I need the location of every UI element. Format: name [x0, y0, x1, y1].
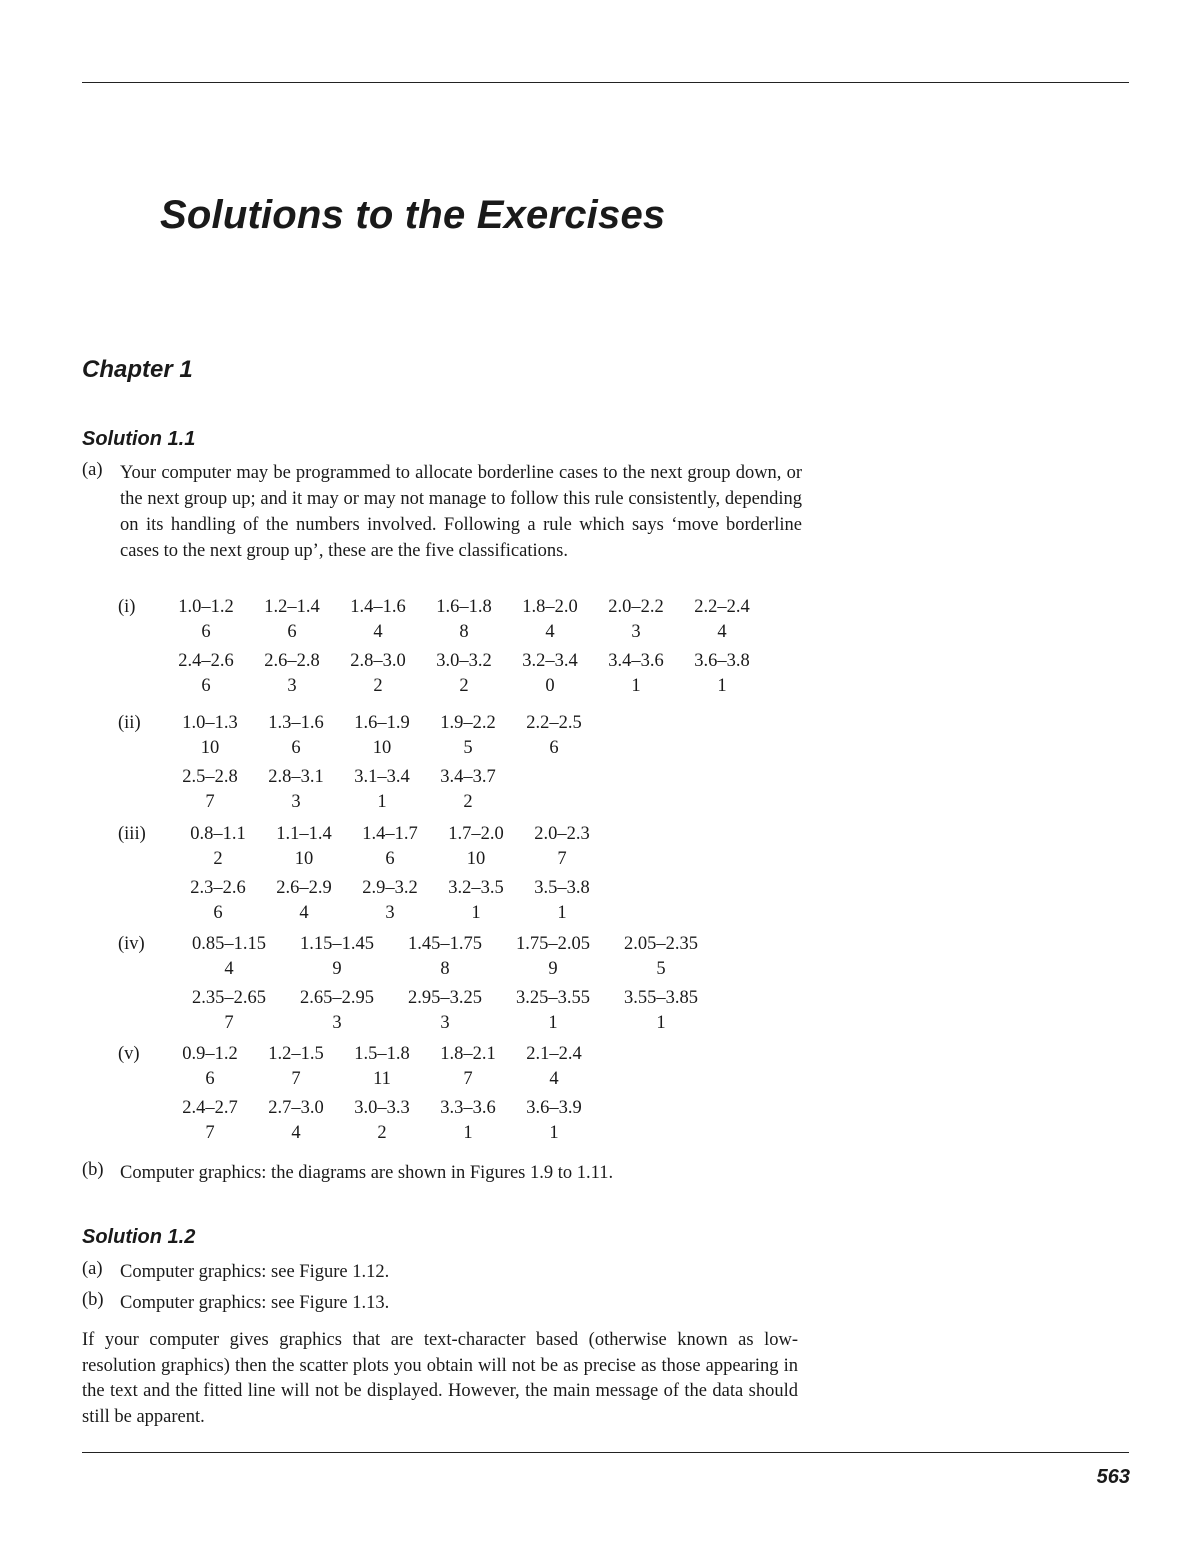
class-count: 6 — [287, 622, 297, 642]
class-count: 6 — [205, 1069, 215, 1089]
class-count: 10 — [466, 849, 486, 869]
class-range: 1.7–2.0 — [448, 824, 504, 844]
class-range: 3.2–3.4 — [522, 651, 578, 671]
class-count: 8 — [459, 622, 469, 642]
class-range: 1.2–1.4 — [264, 597, 320, 617]
classification-label: (i) — [118, 597, 136, 617]
classification-label: (ii) — [118, 713, 141, 733]
class-count: 1 — [471, 903, 481, 923]
class-range: 2.2–2.4 — [694, 597, 750, 617]
class-range: 2.0–2.2 — [608, 597, 664, 617]
class-count: 4 — [545, 622, 555, 642]
class-count: 4 — [717, 622, 727, 642]
solution-1-2-part-a — [82, 1259, 802, 1285]
class-count: 2 — [377, 1123, 387, 1143]
class-range: 3.4–3.7 — [440, 767, 496, 787]
class-range: 1.0–1.3 — [182, 713, 238, 733]
class-range: 2.8–3.1 — [268, 767, 324, 787]
class-range: 1.3–1.6 — [268, 713, 324, 733]
class-count: 1 — [463, 1123, 473, 1143]
class-count: 1 — [377, 792, 387, 812]
class-range: 2.4–2.6 — [178, 651, 234, 671]
class-range: 1.8–2.0 — [522, 597, 578, 617]
class-count: 2 — [213, 849, 223, 869]
classification-label: (iv) — [118, 934, 145, 954]
class-count: 10 — [200, 738, 220, 758]
class-range: 1.9–2.2 — [440, 713, 496, 733]
class-range: 0.8–1.1 — [190, 824, 246, 844]
class-count: 6 — [549, 738, 559, 758]
class-count: 1 — [656, 1013, 666, 1033]
class-count: 3 — [631, 622, 641, 642]
class-range: 2.6–2.9 — [276, 878, 332, 898]
class-range: 2.5–2.8 — [182, 767, 238, 787]
class-range: 1.2–1.5 — [268, 1044, 324, 1064]
solution-1-2-heading: Solution 1.2 — [82, 1226, 196, 1248]
class-count: 4 — [373, 622, 383, 642]
class-range: 1.4–1.6 — [350, 597, 406, 617]
part-b-text: Computer graphics: the diagrams are shown in Figures 1.9 to 1.11. — [120, 1163, 614, 1183]
class-range: 1.0–1.2 — [178, 597, 234, 617]
class-count: 2 — [463, 792, 473, 812]
class-count: 7 — [557, 849, 567, 869]
class-range: 3.2–3.5 — [448, 878, 504, 898]
class-count: 1 — [717, 676, 727, 696]
solution-1-1-part-b — [82, 1160, 802, 1186]
classification-label: (v) — [118, 1044, 140, 1064]
class-range: 1.75–2.05 — [516, 934, 590, 954]
class-range: 3.55–3.85 — [624, 988, 698, 1008]
class-count: 6 — [213, 903, 223, 923]
class-count: 7 — [205, 1123, 215, 1143]
class-range: 1.4–1.7 — [362, 824, 418, 844]
solution-1-2-part-b — [82, 1290, 802, 1316]
class-range: 2.0–2.3 — [534, 824, 590, 844]
class-range: 1.8–2.1 — [440, 1044, 496, 1064]
class-count: 1 — [557, 903, 567, 923]
graphics-note-paragraph: If your computer gives graphics that are text-character based (otherwise known as low-resolution graphics) then the scatter plots you obtain will not be as precise as those appearing in the text and the fitted line will not be displayed. However, the main message of the data should still be apparent. — [82, 1330, 798, 1427]
class-count: 9 — [548, 959, 558, 979]
part-a-label: (a) — [82, 1259, 103, 1279]
class-range: 3.6–3.8 — [694, 651, 750, 671]
solution-1-1-part-a — [82, 460, 802, 564]
class-count: 6 — [201, 622, 211, 642]
class-count: 4 — [299, 903, 309, 923]
class-count: 0 — [545, 676, 555, 696]
part-a-text: Your computer may be programmed to allocate borderline cases to the next group down, or the next group up; and it may or may not manage to follow this rule consistently, depending on its handling of the numbers involved. Following a rule which says ‘move borderline cases to the next group up’, these are the five classifications. — [120, 463, 802, 561]
class-count: 6 — [201, 676, 211, 696]
class-count: 5 — [656, 959, 666, 979]
class-count: 11 — [373, 1069, 391, 1089]
part-b-text: Computer graphics: see Figure 1.13. — [120, 1293, 390, 1313]
class-range: 3.3–3.6 — [440, 1098, 496, 1118]
class-range: 3.5–3.8 — [534, 878, 590, 898]
class-count: 7 — [463, 1069, 473, 1089]
class-count: 7 — [291, 1069, 301, 1089]
class-count: 4 — [549, 1069, 559, 1089]
class-range: 3.4–3.6 — [608, 651, 664, 671]
class-range: 2.8–3.0 — [350, 651, 406, 671]
part-a-label: (a) — [82, 460, 103, 480]
class-range: 1.45–1.75 — [408, 934, 482, 954]
class-range: 2.35–2.65 — [192, 988, 266, 1008]
class-range: 2.95–3.25 — [408, 988, 482, 1008]
class-count: 2 — [459, 676, 469, 696]
class-range: 2.05–2.35 — [624, 934, 698, 954]
bottom-rule — [82, 1452, 1129, 1453]
class-count: 7 — [205, 792, 215, 812]
class-range: 2.3–2.6 — [190, 878, 246, 898]
class-count: 10 — [372, 738, 392, 758]
class-range: 3.0–3.2 — [436, 651, 492, 671]
class-range: 2.6–2.8 — [264, 651, 320, 671]
class-count: 3 — [287, 676, 297, 696]
class-range: 2.65–2.95 — [300, 988, 374, 1008]
class-range: 1.15–1.45 — [300, 934, 374, 954]
class-count: 8 — [440, 959, 450, 979]
class-range: 1.6–1.8 — [436, 597, 492, 617]
class-count: 1 — [548, 1013, 558, 1033]
page-number: 563 — [1096, 1466, 1130, 1488]
class-count: 3 — [440, 1013, 450, 1033]
class-range: 2.7–3.0 — [268, 1098, 324, 1118]
part-b-label: (b) — [82, 1160, 104, 1180]
class-count: 3 — [332, 1013, 342, 1033]
class-count: 6 — [291, 738, 301, 758]
class-range: 3.0–3.3 — [354, 1098, 410, 1118]
class-count: 7 — [224, 1013, 234, 1033]
class-range: 3.25–3.55 — [516, 988, 590, 1008]
class-range: 2.9–3.2 — [362, 878, 418, 898]
part-a-text: Computer graphics: see Figure 1.12. — [120, 1262, 390, 1282]
class-range: 2.1–2.4 — [526, 1044, 582, 1064]
class-range: 3.6–3.9 — [526, 1098, 582, 1118]
page-title: Solutions to the Exercises — [160, 193, 666, 237]
class-range: 2.2–2.5 — [526, 713, 582, 733]
top-rule — [82, 82, 1129, 83]
class-count: 6 — [385, 849, 395, 869]
class-range: 1.6–1.9 — [354, 713, 410, 733]
class-count: 3 — [291, 792, 301, 812]
class-range: 1.1–1.4 — [276, 824, 332, 844]
solution-1-1-heading: Solution 1.1 — [82, 428, 196, 450]
class-range: 0.9–1.2 — [182, 1044, 238, 1064]
class-count: 4 — [291, 1123, 301, 1143]
class-range: 3.1–3.4 — [354, 767, 410, 787]
class-count: 5 — [463, 738, 473, 758]
part-b-label: (b) — [82, 1290, 104, 1310]
class-count: 1 — [631, 676, 641, 696]
class-count: 3 — [385, 903, 395, 923]
class-count: 10 — [294, 849, 314, 869]
class-count: 2 — [373, 676, 383, 696]
class-count: 1 — [549, 1123, 559, 1143]
chapter-heading: Chapter 1 — [82, 356, 193, 383]
class-range: 0.85–1.15 — [192, 934, 266, 954]
class-range: 2.4–2.7 — [182, 1098, 238, 1118]
class-count: 9 — [332, 959, 342, 979]
class-range: 1.5–1.8 — [354, 1044, 410, 1064]
class-count: 4 — [224, 959, 234, 979]
classification-label: (iii) — [118, 824, 146, 844]
